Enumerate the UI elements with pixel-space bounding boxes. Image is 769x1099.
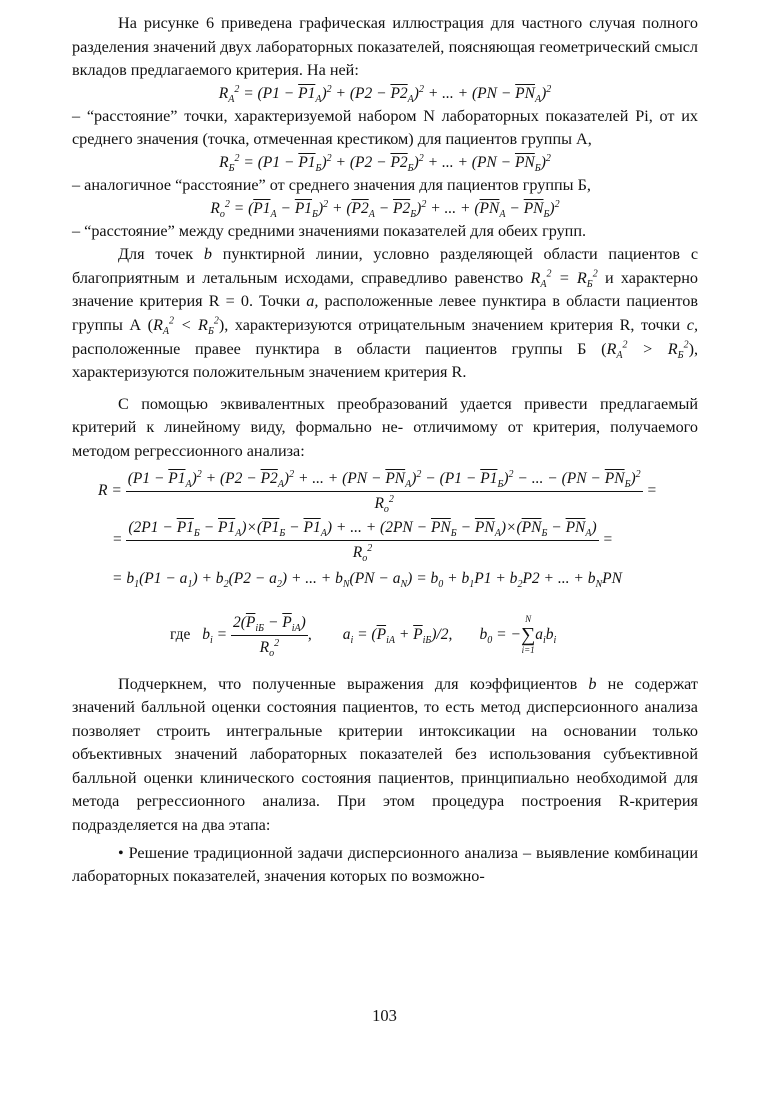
paragraph-transform: С помощью эквивалентных преобразований удается привести предлагаемый критерий к линейному виду, формально не- отличимому от критерия, получаемого методом регрессионного анализа: xyxy=(72,394,698,460)
paragraph-bullet-1: • Решение традиционной задачи дисперсионного анализа – выявление комбинации лабораторных показателей, значения которых по возможно- xyxy=(72,843,698,886)
where-label: где xyxy=(170,625,191,643)
equation-r-linear: = $b_1(P1 - a_1) + b_2(P2 - a_2)$ + ... + $b_N(PN - a_N) = b_0 + b_1P1 + b_2P2$ + ... + $b_NPN$ xyxy=(112,569,622,590)
equation-coefficients: где $b_i$ = $\frac{2(\overline{P}_{iБ} - \overline{P}_{iA})}{R_o^2}$ , $a_i = (\overline{P}_{iA} + \overline{P}_{iБ})/2$, $b_0 = -N$ ∑ $i=1a_ib_i$ xyxy=(170,613,557,659)
equation-r0: $R_o^2 = (P1_A - P1_Б)^2 + (P2_A - P2_Б)^2$ + ... + $(\overline{PN}_A - \overline{PN}_Б)^2$ xyxy=(210,198,560,220)
paragraph-distance-between: – “расстояние” между средними значениями показателей для обеих групп. xyxy=(72,221,587,240)
paragraph-distance-a: – “расстояние” точки, характеризуемой набором N лабораторных показателей Pi, от их среднего значения (точка, отмеченная крестиком) для пациентов группы А, xyxy=(72,106,698,149)
equation-ra: $R_A^2 = (P1 - P1_A)^2 + (P2 - P2_A)^2$ + ... + $(PN - \overline{PN}_A)^2$ xyxy=(218,83,552,105)
equation-r-fraction-1: R = $(P1 - P1_A)^2 + (P2 - P2_A)^2$ + ... + $(PN - \overline{PN}_A)^2 - (P1 - P1_Б)^2$ − ... − $(PN - \overline{PN}_Б)^2$ $R_o^2$ = xyxy=(98,468,657,515)
paragraph-intro: На рисунке 6 приведена графическая иллюстрация для частного случая полного разделения значений двух лабораторных показателей, поясняющая геометрический смысл вкладов предлагаемого критерия. На ней: xyxy=(72,14,698,80)
paragraph-distance-b: – аналогичное “расстояние” от среднего значения для пациентов группы Б, xyxy=(72,175,591,194)
paragraph-dashed-line: Для точек b пунктирной линии, условно разделяющей области пациентов с благоприятным и летальным исходами, справедливо равенство $R_A^2 = R_Б^2$ и характерно значение критерия R = 0. Точки a, расположенные левее пунктира в области пациентов группы А $(R_A^2 < R_Б^2)$, характеризуются отрицательным значением критерия R, точки c, расположенные правее пунктира в области пациентов группы Б $(R_A^2 > R_Б^2)$, характеризуются положительным значением критерия R. xyxy=(72,245,699,382)
paragraph-conclusion: Подчеркнем, что полученные выражения для коэффициентов b не содержат значений балльной оценки состояния пациентов, то есть метод дисперсионного анализа позволяет строить интегральные критерии интоксикации на основании только объективных значений лабораторных показателей без использования субъективной балльной оценки клинического состояния пациентов, принципиально необходимой для метода регрессионного анализа. При этом процедура построения R-критерия подразделяется на два этапа: xyxy=(72,674,699,835)
page-number: 103 xyxy=(372,1006,397,1025)
page-body xyxy=(72,12,698,889)
equation-r-fraction-2: = $(2P1 - P1_Б - P1_A)\times(P1_Б - P1_A)$ + ... + $(2PN - \overline{PN}_Б - \overline{PN}_A)\times(\overline{PN}_Б - \overline{PN}_A)$ $R_o^2$ = xyxy=(112,518,613,564)
equation-rb: $R_Б^2 = (P1 - P1_Б)^2 + (P2 - P2_Б)^2$ + ... + $(PN - \overline{PN}_Б)^2$ xyxy=(219,152,551,175)
